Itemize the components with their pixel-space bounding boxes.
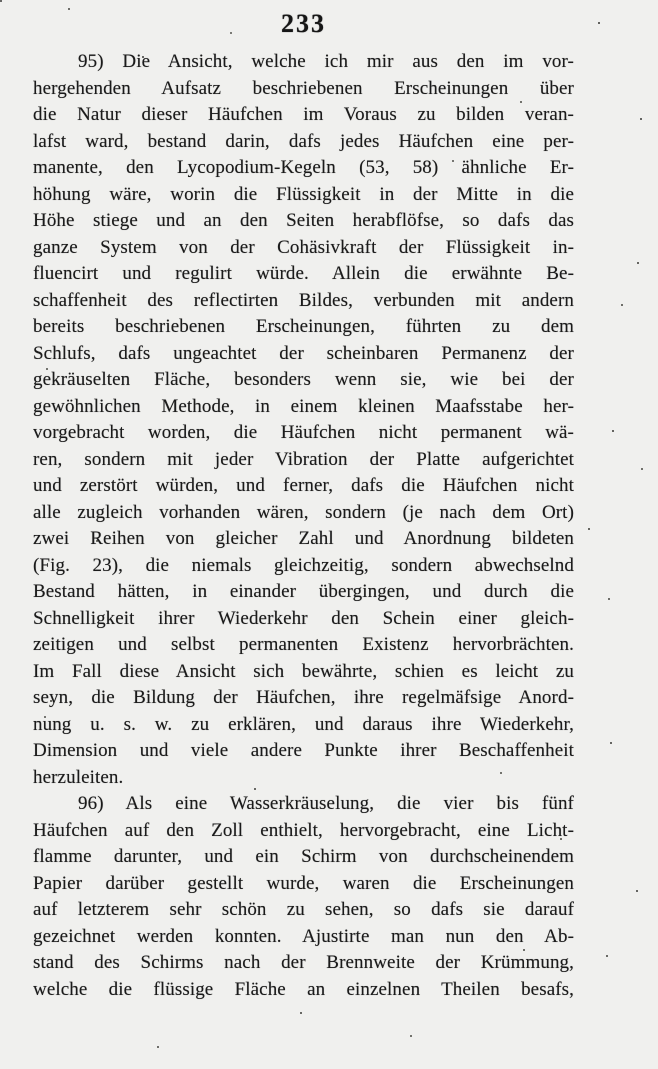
text-line: gewöhnlichen Methode, in einem kleinen Maafsstabe her- (33, 395, 574, 417)
text-line: schaffenheit des reflectirten Bildes, verbunden mit andern (33, 289, 574, 311)
text-line: lafst ward, bestand darin, dafs jedes Häufchen eine per- (33, 130, 574, 152)
text-line: und zerstört würden, und ferner, dafs die Häufchen nicht (33, 475, 574, 496)
text-line: nung u. s. w. zu erklären, und daraus ihre Wiederkehr, (33, 713, 574, 735)
paragraph-96 (33, 791, 574, 1003)
text-line: 95) Die Ansicht, welche ich mir aus den im vor- (78, 51, 574, 72)
text-line: hergehenden Aufsatz beschriebenen Erscheinungen über (33, 77, 574, 99)
text-line: flamme darunter, und ein Schirm von durchscheinendem (33, 846, 574, 867)
text-line: bereits beschriebenen Erscheinungen, führten zu dem (33, 316, 574, 337)
text-line: Schlufs, dafs ungeachtet der scheinbaren Permanenz der (33, 342, 574, 364)
page-number: 233 (281, 9, 326, 38)
text-line: Höhe stiege und an den Seiten herabflöfse, so dafs das (33, 210, 574, 231)
text-line: stand des Schirms nach der Brennweite der Krümmung, (33, 952, 574, 973)
text-line: 96) Als eine Wasserkräuselung, die vier bis fünf (78, 793, 574, 814)
text-line: Bestand hätten, in einander übergingen, und durch die (33, 581, 574, 602)
text-block (33, 49, 574, 1003)
text-line: gezeichnet werden konnten. Ajustirte man nun den Ab- (33, 925, 574, 947)
text-line: ganze System von der Cohäsivkraft der Flüssigkeit in- (33, 236, 574, 258)
text-line: Im Fall diese Ansicht sich bewährte, schien es leicht zu (33, 660, 574, 682)
text-line: ren, sondern mit jeder Vibration der Platte aufgerichtet (33, 448, 574, 470)
text-line: vorgebracht worden, die Häufchen nicht permanent wä- (33, 422, 574, 443)
text-line: alle zugleich vorhanden wären, sondern (je nach dem Ort) (33, 501, 574, 523)
text-line: Dimension und viele andere Punkte ihrer Beschaffenheit (33, 740, 574, 761)
text-line: manente, den Lycopodium-Kegeln (53, 58) ähnliche Er- (33, 157, 574, 178)
text-line: (Fig. 23), die niemals gleichzeitig, sondern abwechselnd (33, 554, 574, 576)
text-line: Schnelligkeit ihrer Wiederkehr den Schein einer gleich- (33, 607, 574, 629)
text-line: fluencirt und regulirt würde. Allein die erwähnte Be- (33, 263, 574, 284)
text-line: welche die flüssige Fläche an einzelnen Theilen besafs, (33, 978, 574, 1000)
text-line: gekräuselten Fläche, besonders wenn sie, wie bei der (33, 369, 574, 390)
text-line: auf letzterem sehr schön zu sehen, so dafs sie darauf (33, 899, 574, 920)
text-line: zeitigen und selbst permanenten Existenz hervorbrächten. (33, 634, 574, 655)
text-line: zwei Reihen von gleicher Zahl und Anordnung bildeten (33, 528, 574, 549)
text-line: Papier darüber gestellt wurde, waren die Erscheinungen (33, 872, 574, 894)
text-line: die Natur dieser Häufchen im Voraus zu bilden veran- (33, 104, 574, 125)
text-line: Häufchen auf den Zoll enthielt, hervorgebracht, eine Licht- (33, 819, 574, 841)
paragraph-95 (33, 49, 574, 791)
text-line: herzuleiten. (33, 766, 124, 788)
text-line: höhung wäre, worin die Flüssigkeit in der Mitte in die (33, 183, 574, 205)
text-line: seyn, die Bildung der Häufchen, ihre regelmäfsige Anord- (33, 687, 574, 708)
scan-noise-speckles (0, 0, 2, 2)
